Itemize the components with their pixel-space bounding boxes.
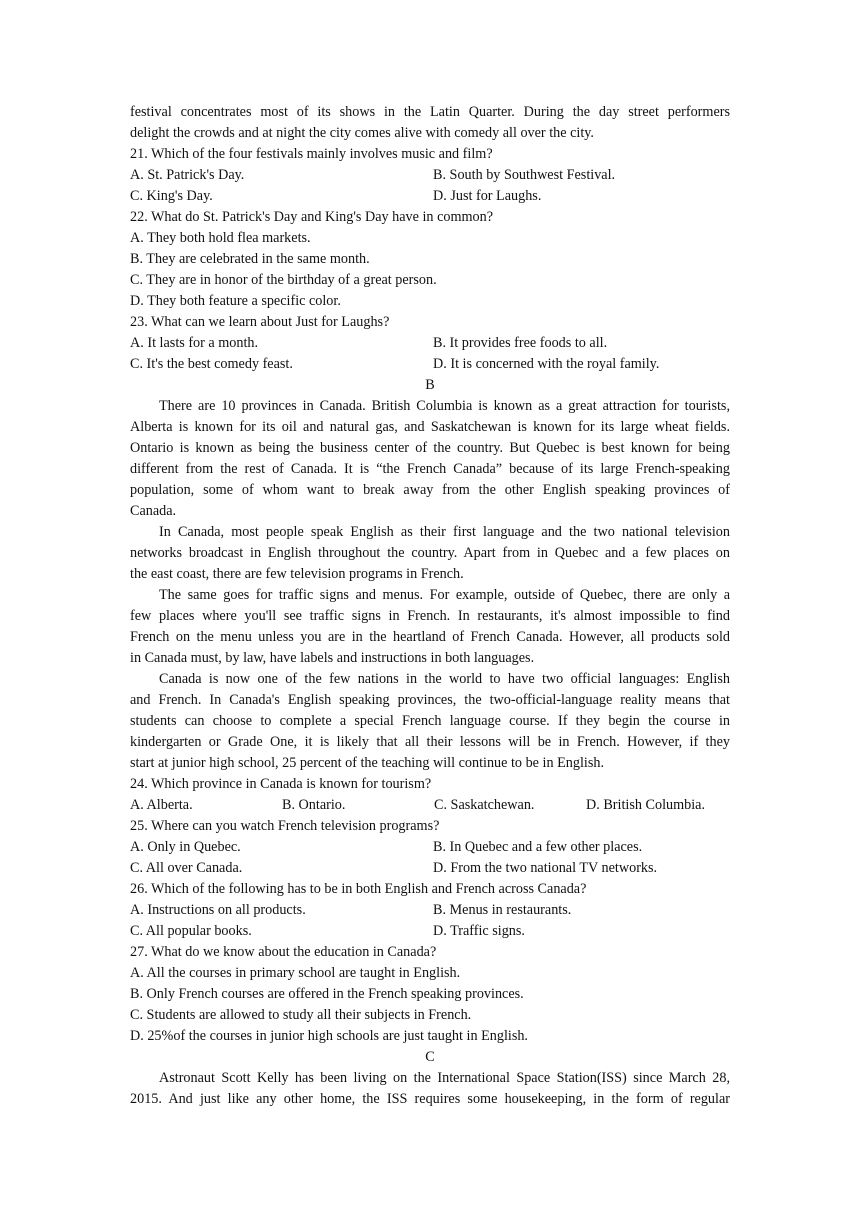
- passage-line: networks broadcast in English throughout the country. Apart from in Quebec and a few places on: [130, 545, 730, 561]
- option-b: B. South by Southwest Festival.: [433, 167, 616, 183]
- question-stem: 23. What can we learn about Just for Laughs?: [130, 314, 390, 330]
- option-a: A. Only in Quebec.: [130, 839, 241, 855]
- passage-line: The same goes for traffic signs and menus. For example, outside of Quebec, there are only a: [159, 587, 730, 603]
- question-stem: 26. Which of the following has to be in both English and French across Canada?: [130, 881, 587, 897]
- option-row: [130, 795, 730, 816]
- question-stem: 24. Which province in Canada is known for tourism?: [130, 776, 432, 792]
- passage-line: There are 10 provinces in Canada. British Columbia is known as a great attraction for tourists,: [159, 398, 730, 414]
- option-d: D. 25%of the courses in junior high schools are just taught in English.: [130, 1028, 528, 1044]
- passage-line: different from the rest of Canada. It is “the French Canada” because of its large French-speaking: [130, 461, 730, 477]
- question-stem: 25. Where can you watch French television programs?: [130, 818, 440, 834]
- section-heading-c: C: [425, 1049, 435, 1065]
- option-row: [130, 354, 730, 375]
- option-b: B. Only French courses are offered in the French speaking provinces.: [130, 986, 524, 1002]
- option-c: C. Saskatchewan.: [434, 797, 535, 813]
- option-d: D. British Columbia.: [586, 797, 706, 813]
- passage-line: few places where you'll see traffic signs in French. In restaurants, it's almost impossible to find: [130, 608, 730, 624]
- option-c: C. They are in honor of the birthday of a great person.: [130, 272, 437, 288]
- passage-line: 2015. And just like any other home, the ISS requires some housekeeping, in the form of regular: [130, 1091, 730, 1107]
- passage-line: In Canada, most people speak English as their first language and the two national television: [159, 524, 730, 540]
- option-c: C. King's Day.: [130, 188, 213, 204]
- option-a: A. They both hold flea markets.: [130, 230, 311, 246]
- passage-line: the east coast, there are few television programs in French.: [130, 566, 464, 582]
- option-row: [130, 837, 730, 858]
- option-b: B. They are celebrated in the same month.: [130, 251, 370, 267]
- exam-page: [130, 102, 730, 1110]
- passage-line: and French. In Canada's English speaking provinces, the two-official-language reality means that: [130, 692, 730, 708]
- option-d: D. From the two national TV networks.: [433, 860, 658, 876]
- option-d: D. Just for Laughs.: [433, 188, 542, 204]
- option-row: [130, 900, 730, 921]
- option-a: A. All the courses in primary school are taught in English.: [130, 965, 461, 981]
- option-d: D. Traffic signs.: [433, 923, 525, 939]
- passage-line: Canada.: [130, 503, 177, 519]
- option-c: C. All over Canada.: [130, 860, 243, 876]
- option-b: B. Menus in restaurants.: [433, 902, 572, 918]
- passage-line: Canada is now one of the few nations in the world to have two official languages: English: [159, 671, 730, 687]
- passage-line: in Canada must, by law, have labels and instructions in both languages.: [130, 650, 535, 666]
- passage-line: French on the menu unless you are in the heartland of French Canada. However, all products sold: [130, 629, 730, 645]
- option-row: [130, 858, 730, 879]
- question-stem: 22. What do St. Patrick's Day and King's Day have in common?: [130, 209, 494, 225]
- passage-line: students can choose to complete a special French language course. If they begin the course in: [130, 713, 730, 729]
- option-c: C. Students are allowed to study all their subjects in French.: [130, 1007, 472, 1023]
- question-stem: 21. Which of the four festivals mainly involves music and film?: [130, 146, 493, 162]
- passage-line: population, some of whom want to break away from the other English speaking provinces of: [130, 482, 730, 498]
- option-row: [130, 921, 730, 942]
- option-row: [130, 333, 730, 354]
- passage-line: Ontario is known as being the business center of the country. But Quebec is best known for being: [130, 440, 730, 456]
- option-d: D. They both feature a specific color.: [130, 293, 341, 309]
- option-a: A. It lasts for a month.: [130, 335, 259, 351]
- passage-line: delight the crowds and at night the city comes alive with comedy all over the city.: [130, 125, 594, 141]
- option-row: [130, 165, 730, 186]
- option-c: C. It's the best comedy feast.: [130, 356, 293, 372]
- option-b: B. In Quebec and a few other places.: [433, 839, 643, 855]
- passage-line: Astronaut Scott Kelly has been living on the International Space Station(ISS) since March 28,: [159, 1070, 730, 1086]
- section-heading-b: B: [425, 377, 435, 393]
- passage-line: start at junior high school, 25 percent of the teaching will continue to be in English.: [130, 755, 604, 771]
- question-stem: 27. What do we know about the education in Canada?: [130, 944, 437, 960]
- passage-line: kindergarten or Grade One, it is likely that all their lessons will be in French. However, if they: [130, 734, 730, 750]
- option-a: A. Alberta.: [130, 797, 193, 813]
- passage-line: festival concentrates most of its shows in the Latin Quarter. During the day street performers: [130, 104, 730, 120]
- passage-line: Alberta is known for its oil and natural gas, and Saskatchewan is known for its large wheat fields.: [130, 419, 730, 435]
- option-row: [130, 186, 730, 207]
- option-b: B. Ontario.: [282, 797, 346, 813]
- option-c: C. All popular books.: [130, 923, 252, 939]
- option-b: B. It provides free foods to all.: [433, 335, 608, 351]
- option-a: A. Instructions on all products.: [130, 902, 306, 918]
- option-a: A. St. Patrick's Day.: [130, 167, 245, 183]
- option-d: D. It is concerned with the royal family.: [433, 356, 660, 372]
